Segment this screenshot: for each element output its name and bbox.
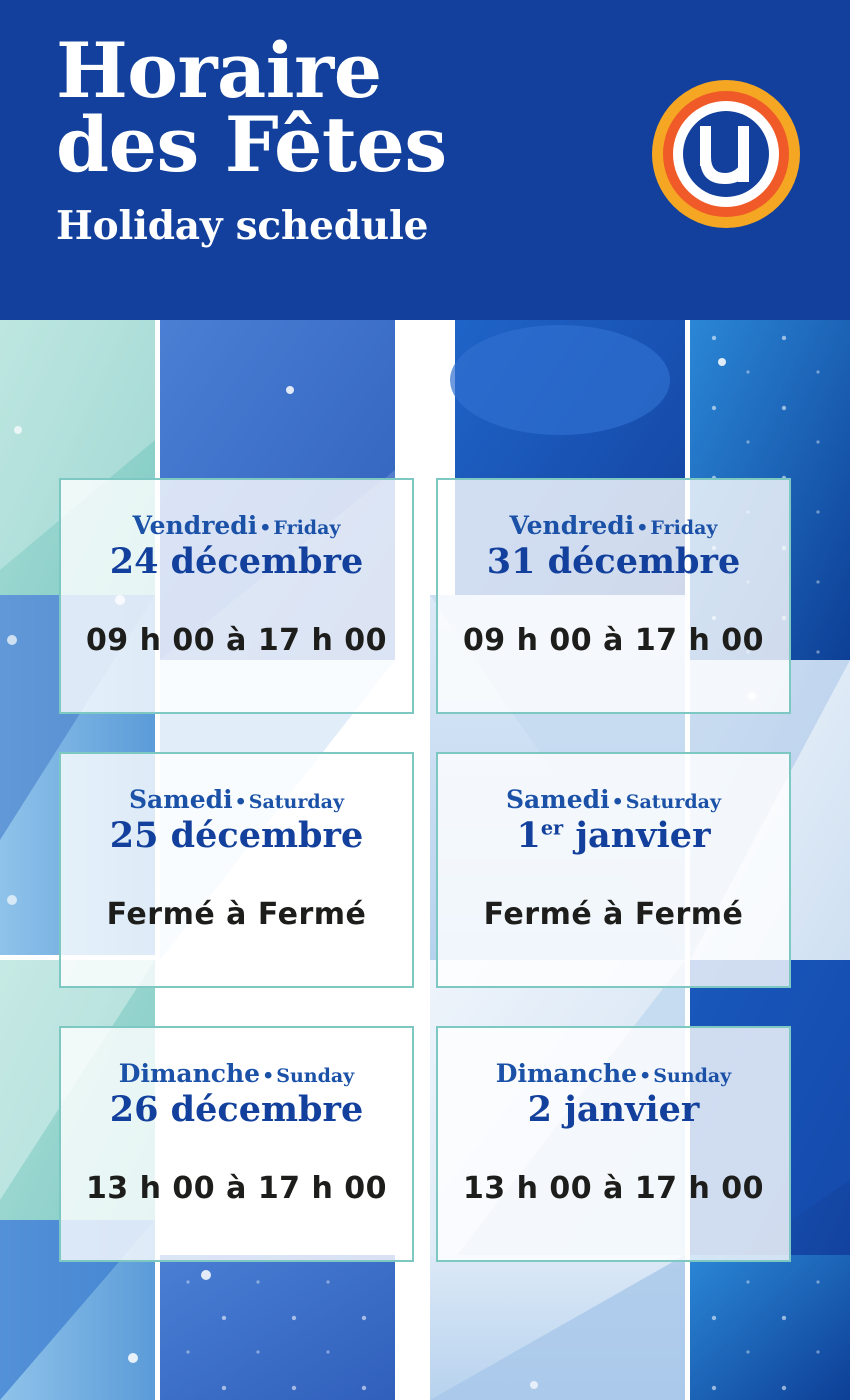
card-date-number: 25 décembre (109, 814, 364, 856)
card-day-fr: Vendredi (132, 511, 258, 540)
card-hours: 13 h 00 à 17 h 00 (85, 1170, 388, 1206)
card-day-fr: Dimanche (495, 1059, 638, 1088)
card-day-line (75, 1060, 398, 1088)
card-day-separator: • (259, 517, 272, 539)
card-day-fr: Samedi (505, 785, 610, 814)
schedule-card (59, 478, 414, 714)
card-date-number: 24 décembre (109, 540, 364, 582)
card-day-separator: • (639, 1065, 652, 1087)
card-hours: Fermé à Fermé (483, 896, 744, 932)
card-day-separator: • (262, 1065, 275, 1087)
card-date-number: 31 décembre (486, 540, 741, 582)
card-date (452, 542, 775, 582)
card-date (452, 1090, 775, 1130)
schedule-card (436, 1026, 791, 1262)
card-day-en: Saturday (248, 791, 345, 813)
page-title-line-1: Horaire (56, 26, 382, 115)
card-day-line (452, 1060, 775, 1088)
card-day-fr: Dimanche (118, 1059, 261, 1088)
card-date-sup: er (540, 815, 564, 839)
card-day-line (452, 512, 775, 540)
card-day-separator: • (636, 517, 649, 539)
schedule-card (59, 752, 414, 988)
brand-logo-icon (650, 78, 802, 230)
page-title-line-2: des Fêtes (56, 100, 447, 190)
card-date-number: 2 janvier (527, 1088, 700, 1130)
schedule-card (59, 1026, 414, 1262)
card-day-line (452, 786, 775, 814)
card-day-separator: • (234, 791, 247, 813)
card-day-line (75, 786, 398, 814)
card-day-en: Friday (273, 517, 341, 539)
card-date (75, 1090, 398, 1130)
card-day-fr: Vendredi (509, 511, 635, 540)
card-day-en: Sunday (276, 1065, 355, 1087)
card-date-suffix: janvier (563, 814, 711, 856)
card-day-fr: Samedi (128, 785, 233, 814)
card-hours: 09 h 00 à 17 h 00 (85, 622, 388, 658)
schedule-grid (0, 320, 850, 1400)
card-hours: Fermé à Fermé (106, 896, 367, 932)
card-date (75, 816, 398, 856)
card-day-en: Friday (650, 517, 718, 539)
card-hours: 09 h 00 à 17 h 00 (462, 622, 765, 658)
card-day-en: Saturday (625, 791, 722, 813)
card-date-number: 26 décembre (109, 1088, 364, 1130)
card-day-separator: • (611, 791, 624, 813)
card-hours: 13 h 00 à 17 h 00 (462, 1170, 765, 1206)
page-header (0, 0, 850, 320)
card-day-en: Sunday (653, 1065, 732, 1087)
schedule-card (436, 478, 791, 714)
page-title (56, 26, 616, 190)
card-date (75, 542, 398, 582)
card-day-line (75, 512, 398, 540)
card-date (452, 816, 775, 856)
page-subtitle: Holiday schedule (56, 202, 429, 249)
schedule-card (436, 752, 791, 988)
card-date-number: 1 (516, 814, 541, 856)
